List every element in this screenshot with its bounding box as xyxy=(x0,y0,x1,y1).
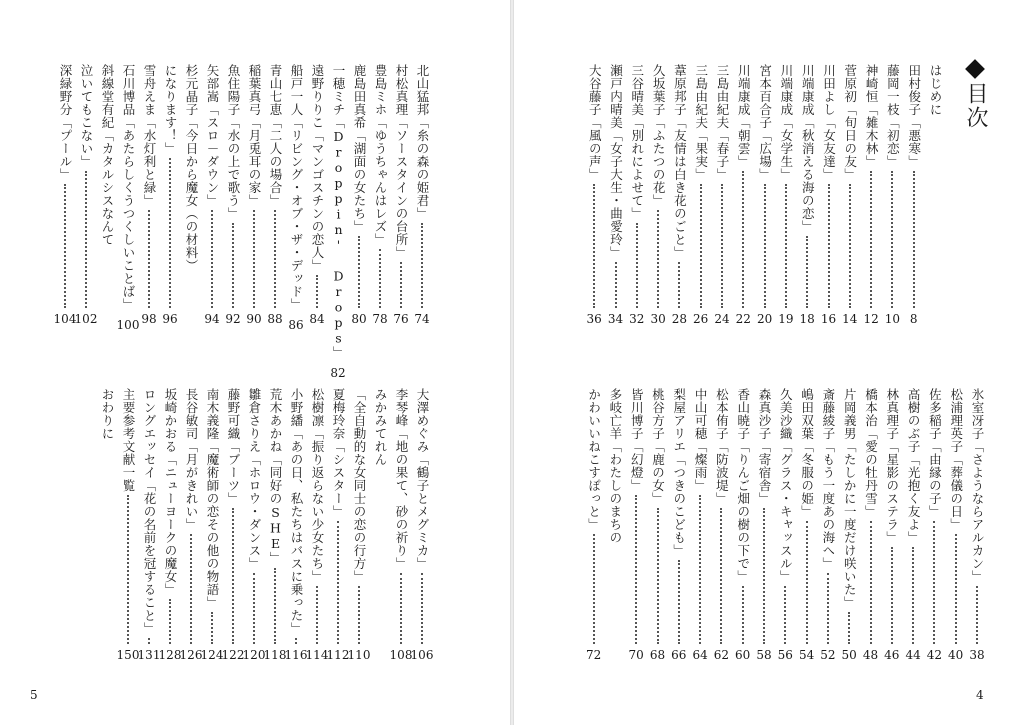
toc-entry xyxy=(905,64,923,326)
toc-leader-dots xyxy=(295,638,297,644)
toc-entry-page: 36 xyxy=(586,312,602,326)
toc-leader-dots xyxy=(913,171,915,308)
toc-entry-title: 松本侑子「防波堤」 xyxy=(714,388,730,505)
toc-entry-title: 氷室冴子「さようならアルカン」 xyxy=(970,388,985,583)
toc-entry-page: 60 xyxy=(735,648,751,662)
toc-entry-title: 泣いてもこない」 xyxy=(79,64,94,168)
toc-leader-dots xyxy=(806,521,808,644)
toc-entry xyxy=(670,64,688,326)
toc-entry xyxy=(284,388,308,662)
toc-leader-dots xyxy=(784,586,786,644)
toc-entry xyxy=(734,64,752,326)
toc-entry-title: 主要参考文献一覧 xyxy=(121,388,136,492)
toc-entry-page: 26 xyxy=(693,312,709,326)
toc-leader-dots xyxy=(127,495,129,644)
toc-entry xyxy=(224,64,242,326)
toc-entry xyxy=(413,64,431,326)
toc-entry-page: 38 xyxy=(969,648,985,662)
toc-leader-dots xyxy=(593,534,595,644)
toc-entry-title: ロングエッセイ「花の名前を冠すること」 xyxy=(142,388,157,635)
toc-entry-page: 110 xyxy=(347,648,371,662)
toc-leader-dots xyxy=(169,158,171,308)
toc-entry xyxy=(161,64,179,326)
toc-entry-page: 28 xyxy=(671,312,688,326)
toc-leader-dots xyxy=(976,586,978,644)
toc-entry xyxy=(182,64,200,326)
toc-leader-dots xyxy=(720,508,722,644)
toc-entry xyxy=(242,388,266,662)
toc-entry-title: 梨屋アリエ「つきのこども」 xyxy=(671,388,687,557)
toc-entry-title: 雛倉さりえ「ホロウ・ダンス」 xyxy=(247,388,262,570)
toc-entry-page: 30 xyxy=(650,312,666,326)
toc-entry-title: 遠野りりこ「マンゴスチンの恋人」 xyxy=(310,64,325,272)
toc-title-text: 目次 xyxy=(963,82,988,130)
toc-leader-dots xyxy=(828,184,830,308)
toc-entry-title: 石川博品「あたらしくうつくしいことば」 xyxy=(121,64,136,311)
toc-entry-title: かわいいねこすぽっと」 xyxy=(586,388,602,531)
toc-leader-dots xyxy=(870,171,872,308)
toc-leader-dots xyxy=(912,547,914,644)
toc-entry-page: 64 xyxy=(692,648,708,662)
toc-entry xyxy=(98,388,116,662)
toc-entry-title: 片岡義男「たしかに一度だけ咲いた」 xyxy=(842,388,858,609)
toc-leader-dots xyxy=(421,573,423,644)
toc-entry xyxy=(221,388,245,662)
toc-entry xyxy=(245,64,263,326)
toc-leader-dots xyxy=(635,495,637,644)
toc-entry-title: 「全自動的な女同士の恋の行方」 xyxy=(352,388,367,583)
toc-entry xyxy=(392,64,410,326)
toc-leader-dots xyxy=(337,521,339,644)
toc-entry-title: 青山七恵「二人の場合」 xyxy=(268,64,283,207)
toc-entry-title: はじめに xyxy=(928,64,943,116)
toc-entry-title: 小野繙「あの日、私たちはバスに乗った」 xyxy=(289,388,304,635)
toc-entry-page: 112 xyxy=(326,648,350,662)
toc-leader-dots xyxy=(232,223,234,308)
toc-entry xyxy=(116,64,140,332)
toc-entry xyxy=(670,388,688,662)
toc-leader-dots xyxy=(211,612,213,644)
toc-entry xyxy=(777,64,795,326)
toc-leader-dots xyxy=(955,534,957,644)
toc-entry xyxy=(116,388,140,662)
toc-entry xyxy=(305,388,329,662)
toc-entry xyxy=(713,64,731,326)
toc-entry xyxy=(904,388,922,662)
toc-leader-dots xyxy=(827,573,829,644)
toc-entry-title: 藤岡一枝「初恋」 xyxy=(885,64,901,168)
toc-entry-page: 96 xyxy=(162,312,178,326)
toc-entry-page: 131 xyxy=(137,648,161,662)
toc-entry-page: 46 xyxy=(884,648,900,662)
toc-entry-title: 川端康成「女学生」 xyxy=(778,64,794,181)
toc-entry-page: 66 xyxy=(671,648,687,662)
toc-entry-title: 川端康成「秋消える海の恋」 xyxy=(800,64,816,233)
toc-entry-page: 124 xyxy=(200,648,224,662)
toc-leader-dots xyxy=(274,210,276,308)
toc-leader-dots xyxy=(699,495,701,644)
toc-entry xyxy=(200,388,224,662)
toc-leader-dots xyxy=(148,638,150,644)
toc-entry-title: 中山可穂「燦雨」 xyxy=(693,388,709,492)
toc-entry-title: 南木義隆「魔術師の恋その他の物語」 xyxy=(205,388,220,609)
toc-entry-title: 宮本百合子「広場」 xyxy=(757,64,773,181)
toc-entry-title: 嶋田双葉「冬服の姫」 xyxy=(799,388,815,518)
toc-entry-title: 久美沙織「グラス・キャッスル」 xyxy=(778,388,794,583)
toc-entry-page: 70 xyxy=(628,648,644,662)
toc-entry-page: 68 xyxy=(649,648,666,662)
toc-entry xyxy=(140,64,158,326)
toc-entry-title: 菅原初「旬日の友」 xyxy=(842,64,858,181)
toc-leader-dots xyxy=(849,184,851,308)
toc-leader-dots xyxy=(316,275,318,308)
toc-entry-page: 92 xyxy=(225,312,241,326)
toc-entry-page: 18 xyxy=(799,312,815,326)
toc-leader-dots xyxy=(657,210,659,308)
toc-entry-title: 三島由紀夫「果実」 xyxy=(693,64,709,181)
toc-entry-title: 長谷敏司「月がきれい」 xyxy=(184,388,199,531)
toc-leader-dots xyxy=(848,612,850,644)
toc-entry-page: 16 xyxy=(820,312,837,326)
toc-entry-page: 56 xyxy=(777,648,793,662)
toc-entry-title: 大澤めぐみ「鶴子とメグミカ」 xyxy=(415,388,430,570)
toc-entry xyxy=(862,388,880,662)
toc-entry-title: 杉元晶子「今日から魔女（の材料） xyxy=(184,64,199,272)
toc-entry-title: 橋本治「愛の牡丹雪」 xyxy=(863,388,879,518)
toc-leader-dots xyxy=(190,534,192,644)
toc-entry-page: 82 xyxy=(330,366,346,380)
toc-leader-dots xyxy=(742,586,744,644)
toc-leader-dots xyxy=(169,599,171,644)
toc-entry-title: 魚住陽子「水の上で歌う」 xyxy=(226,64,241,220)
right-page-number: 4 xyxy=(976,688,984,702)
toc-entry xyxy=(329,64,347,380)
toc-leader-dots xyxy=(64,184,66,308)
toc-entry-page: 86 xyxy=(288,318,304,332)
toc-leader-dots xyxy=(700,184,702,308)
toc-entry-page: 80 xyxy=(351,312,367,326)
toc-entry-title: 三谷晴美「別れによせて」 xyxy=(629,64,645,220)
toc-entry-page: 108 xyxy=(389,648,413,662)
toc-leader-dots xyxy=(316,586,318,644)
toc-entry-page: 24 xyxy=(714,312,730,326)
toc-entry-title: 川端康成「朝雲」 xyxy=(736,64,752,168)
toc-entry xyxy=(179,388,203,662)
toc-entry xyxy=(371,388,389,662)
toc-entry-title: 雪舟えま「水灯利と緑」 xyxy=(142,64,157,207)
toc-entry-title: 瀬戸内晴美「女子大生・曲愛玲」 xyxy=(608,64,624,259)
toc-leader-dots xyxy=(891,171,893,308)
toc-entry-page: 74 xyxy=(414,312,430,326)
toc-entry xyxy=(607,64,625,326)
toc-leader-dots xyxy=(636,223,638,308)
toc-entry-title: 荒木あかね「同好のSHE」 xyxy=(268,388,283,565)
toc-entry-page: 58 xyxy=(756,648,772,662)
toc-leader-dots xyxy=(891,547,893,644)
diamond-icon xyxy=(965,59,985,79)
toc-leader-dots xyxy=(615,262,617,308)
toc-entry-page: 122 xyxy=(221,648,245,662)
toc-entry-title: 一穂ミチ「Droppin' Drops」 xyxy=(331,64,346,359)
toc-entry xyxy=(649,388,667,662)
toc-entry xyxy=(137,388,161,662)
toc-entry xyxy=(389,388,413,662)
toc-entry-title: 皆川博子「幻燈」 xyxy=(629,388,645,492)
toc-entry-page: 54 xyxy=(798,648,815,662)
toc-entry xyxy=(266,64,284,326)
toc-entry xyxy=(819,388,837,662)
toc-entry-page: 14 xyxy=(842,312,858,326)
toc-entry-page: 62 xyxy=(713,648,730,662)
toc-entry-page: 44 xyxy=(905,648,921,662)
toc-entry xyxy=(925,388,943,662)
toc-entry-page: 8 xyxy=(909,312,918,326)
toc-leader-dots xyxy=(763,508,765,644)
toc-entry-title: 松浦理英子「葬儀の日」 xyxy=(948,388,964,531)
toc-entry-page: 126 xyxy=(179,648,203,662)
toc-entry-page: 120 xyxy=(242,648,266,662)
toc-entry xyxy=(734,388,752,662)
toc-entry-title: 林真理子「星影のステラ」 xyxy=(884,388,900,544)
toc-entry xyxy=(98,64,116,326)
toc-entry-title: 斎藤綾子「もう一度あの海へ」 xyxy=(820,388,836,570)
toc-entry xyxy=(410,388,434,662)
toc-entry-title: 森真沙子「寄宿舎」 xyxy=(757,388,772,505)
toc-entry-title: 村松真理「ソースタインの台所」 xyxy=(394,64,409,259)
toc-entry xyxy=(692,64,710,326)
toc-entry-title: 佐多稲子「由縁の子」 xyxy=(927,388,943,518)
toc-entry-title: 鹿島田真希「湖面の女たち」 xyxy=(352,64,367,233)
toc-entry-page: 78 xyxy=(372,312,388,326)
toc-entry-page: 72 xyxy=(585,648,602,662)
toc-entry xyxy=(755,388,773,662)
toc-entry-page: 98 xyxy=(141,312,157,326)
toc-entry xyxy=(820,64,838,326)
toc-leader-dots xyxy=(678,262,680,308)
toc-entry-title: 坂崎かおる「ニューヨークの魔女」 xyxy=(163,388,178,596)
toc-leader-dots xyxy=(85,171,87,308)
toc-entry-title: 松樹凛「振り返らない少女たち」 xyxy=(310,388,325,583)
toc-leader-dots xyxy=(400,262,402,308)
toc-entry xyxy=(326,388,350,662)
toc-leader-dots xyxy=(400,573,402,644)
toc-entry xyxy=(798,64,816,326)
toc-entry-page: 22 xyxy=(735,312,751,326)
toc-entry-title: 香山暁子「りんご畑の樹の下で」 xyxy=(735,388,751,583)
toc-entry-page: 20 xyxy=(756,312,773,326)
toc-entry-title: 夏梅玲奈「シスター」 xyxy=(331,388,346,518)
toc-leader-dots xyxy=(870,521,872,644)
toc-entry-title: 斜線堂有紀「カタルシスなんて xyxy=(100,64,115,246)
toc-entry-page: 102 xyxy=(74,312,98,326)
toc-entry-page: 116 xyxy=(284,648,308,662)
toc-entry-page: 104 xyxy=(53,312,77,326)
toc-leader-dots xyxy=(764,184,766,308)
toc-entry xyxy=(883,388,901,662)
toc-entry-title: 多岐亡羊「わたしのまちの xyxy=(607,388,623,544)
toc-entry xyxy=(841,64,859,326)
toc-entry-title: 三島由紀夫「春子」 xyxy=(715,64,730,181)
toc-entry-title: 藤野可織「ブーツ」 xyxy=(226,388,241,505)
toc-entry-page: 114 xyxy=(305,648,329,662)
toc-leader-dots xyxy=(421,223,423,308)
toc-entry xyxy=(371,64,389,326)
toc-entry xyxy=(627,388,645,662)
toc-leader-dots xyxy=(232,508,234,644)
toc-leader-dots xyxy=(657,508,659,644)
toc-entry xyxy=(776,388,794,662)
toc-entry-page: 118 xyxy=(263,648,287,662)
toc-entry xyxy=(347,388,371,662)
toc-entry xyxy=(606,388,624,662)
toc-leader-dots xyxy=(678,560,680,644)
toc-entry-page: 34 xyxy=(607,312,624,326)
toc-entry-page: 10 xyxy=(884,312,901,326)
toc-entry-page: 48 xyxy=(862,648,879,662)
toc-entry-title: 豊島ミホ「ゆうちゃんはレズ」 xyxy=(373,64,388,246)
toc-leader-dots xyxy=(358,236,360,308)
toc-entry xyxy=(691,388,709,662)
toc-entry xyxy=(74,64,98,326)
toc-entry-title: 李琴峰「地の果て、砂の祈り」 xyxy=(394,388,409,570)
toc-entry-title: 稲葉真弓「月兎耳の家」 xyxy=(247,64,262,207)
toc-entry-page: 19 xyxy=(778,312,794,326)
toc-entry xyxy=(350,64,368,326)
left-page-number: 5 xyxy=(30,688,38,702)
toc-entry-title: 桃谷方子「鹿の女」 xyxy=(650,388,666,505)
toc-leader-dots xyxy=(253,210,255,308)
toc-entry-page: 94 xyxy=(204,312,220,326)
toc-entry xyxy=(585,64,603,326)
toc-leader-dots xyxy=(253,573,255,644)
toc-entry-title: 葦原邦子「友情は白き花のごと」 xyxy=(672,64,688,259)
toc-entry-page: 90 xyxy=(246,312,262,326)
toc-entry xyxy=(756,64,774,326)
toc-entry xyxy=(947,388,965,662)
toc-entry xyxy=(203,64,221,326)
toc-entry-title: みかみてれん xyxy=(373,388,388,466)
toc-leader-dots xyxy=(148,210,150,308)
toc-entry xyxy=(263,388,287,662)
toc-leader-dots xyxy=(274,568,276,645)
toc-entry-title: 田村俊子「悪寒」 xyxy=(906,64,922,168)
toc-entry-page: 40 xyxy=(948,648,964,662)
toc-entry xyxy=(53,64,77,326)
toc-entry-title: 久坂葉子「ふたつの花」 xyxy=(651,64,667,207)
toc-entry-page: 150 xyxy=(116,648,140,662)
toc-entry-page: 42 xyxy=(926,648,943,662)
toc-entry xyxy=(926,64,944,326)
toc-entry-title: 船戸一人「リビング・オブ・ザ・デッド」 xyxy=(289,64,304,311)
toc-entry xyxy=(798,388,816,662)
toc-entry-title: おわりに xyxy=(100,388,115,440)
toc-leader-dots xyxy=(742,171,744,308)
toc-entry xyxy=(308,64,326,326)
toc-entry xyxy=(862,64,880,326)
toc-entry-title: 川田よし「女友達」 xyxy=(821,64,837,181)
toc-entry-title: 高樹のぶ子「光抱く友よ」 xyxy=(906,388,922,544)
toc-entry-page: 100 xyxy=(116,318,140,332)
toc-entry xyxy=(628,64,646,326)
toc-entry-title: 北山猛邦「糸の森の姫君」 xyxy=(415,64,430,220)
toc-entry-title: 神崎恒「雑木林」 xyxy=(864,64,880,168)
toc-title xyxy=(962,62,988,130)
toc-entry xyxy=(840,388,858,662)
toc-leader-dots xyxy=(358,586,360,644)
toc-entry-title: 深緑野分「プール」 xyxy=(58,64,73,181)
toc-entry-page: 76 xyxy=(393,312,409,326)
toc-leader-dots xyxy=(379,249,381,308)
toc-leader-dots xyxy=(806,236,808,308)
toc-entry-page: 88 xyxy=(267,312,283,326)
toc-entry-page: 128 xyxy=(158,648,182,662)
toc-leader-dots xyxy=(721,184,723,308)
toc-entry xyxy=(287,64,305,332)
toc-entry-page: 50 xyxy=(841,648,857,662)
toc-leader-dots xyxy=(785,184,787,308)
toc-entry xyxy=(968,388,986,662)
toc-leader-dots xyxy=(933,521,935,644)
toc-entry-title: 矢部嵩「スロ－ダウン」 xyxy=(205,64,220,207)
toc-leader-dots xyxy=(211,210,213,308)
toc-entry-page: 52 xyxy=(820,648,836,662)
toc-entry-page: 106 xyxy=(410,648,434,662)
toc-entry-title: になります！」 xyxy=(163,64,178,155)
toc-entry xyxy=(649,64,667,326)
toc-entry xyxy=(712,388,730,662)
toc-entry-page: 84 xyxy=(309,312,325,326)
toc-entry-page: 12 xyxy=(863,312,879,326)
toc-leader-dots xyxy=(593,184,595,308)
toc-entry xyxy=(585,388,603,662)
toc-entry xyxy=(158,388,182,662)
toc-entry xyxy=(883,64,901,326)
toc-entry-title: 大谷藤子「風の声」 xyxy=(587,64,603,181)
toc-entry-page: 32 xyxy=(629,312,645,326)
